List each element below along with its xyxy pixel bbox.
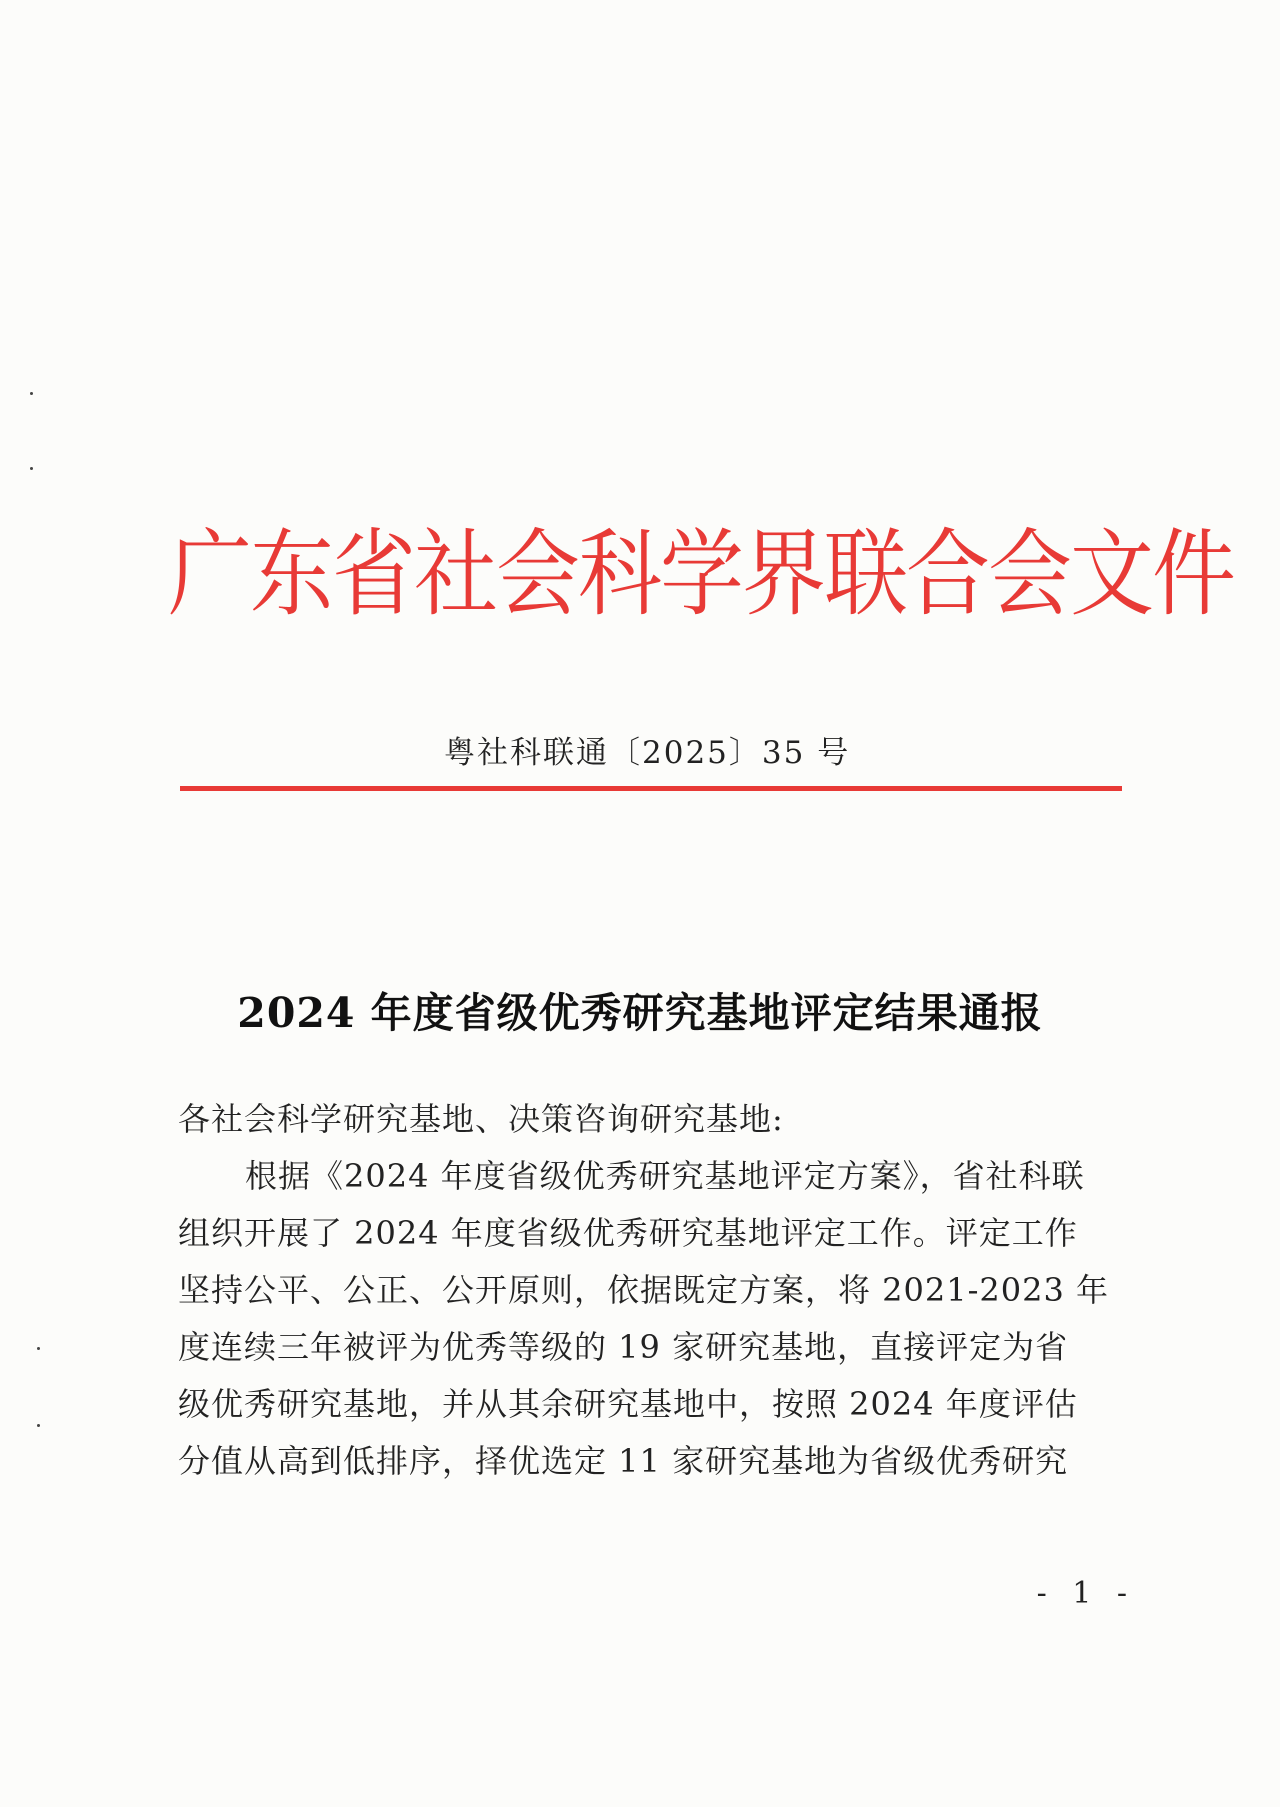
document-header-title: 广东省社会科学界联合会文件 [168,519,1235,629]
header-divider-line [180,786,1122,791]
document-number: 粤社科联通〔2025〕35 号 [444,735,851,771]
scan-speck [37,1424,40,1427]
notice-title: 2024 年度省级优秀研究基地评定结果通报 [237,989,1043,1037]
page-number: - 1 - [1036,1576,1135,1611]
body-paragraph-line: 根据《2024 年度省级优秀研究基地评定方案》，省社科联 [245,1157,1085,1195]
body-paragraph-line: 坚持公平、公正、公开原则，依据既定方案，将 2021-2023 年 [178,1271,1110,1309]
body-paragraph-line: 组织开展了 2024 年度省级优秀研究基地评定工作。评定工作 [178,1214,1078,1252]
scan-speck [37,1347,40,1350]
scan-speck [30,392,33,395]
body-paragraph-line: 级优秀研究基地，并从其余研究基地中，按照 2024 年度评估 [178,1385,1078,1423]
salutation: 各社会科学研究基地、决策咨询研究基地: [178,1100,784,1138]
scan-speck [30,467,33,470]
body-paragraph-line: 分值从高到低排序，择优选定 11 家研究基地为省级优秀研究 [178,1442,1069,1480]
body-paragraph-line: 度连续三年被评为优秀等级的 19 家研究基地，直接评定为省 [178,1328,1069,1366]
